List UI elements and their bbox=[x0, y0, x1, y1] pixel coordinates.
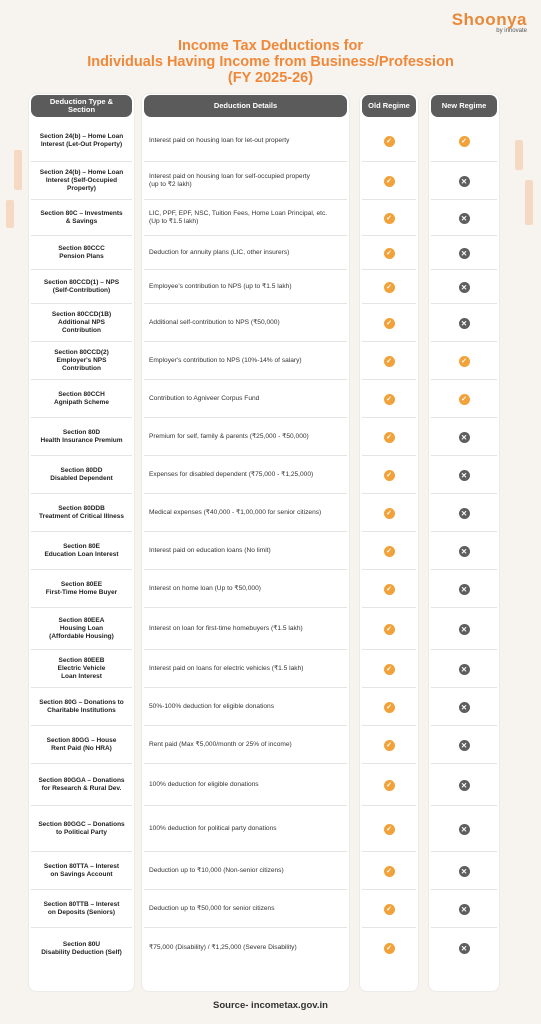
cross-icon: ✕ bbox=[459, 213, 470, 224]
header-deduction-type: Deduction Type & Section bbox=[31, 95, 132, 117]
deduction-detail: Contribution to Agniveer Corpus Fund bbox=[149, 394, 260, 402]
table-row bbox=[0, 380, 541, 418]
old-regime-cell bbox=[360, 726, 418, 764]
table-row bbox=[0, 304, 541, 342]
check-icon: ✓ bbox=[384, 824, 395, 835]
deduction-section: Section 80EEB Electric Vehicle Loan Interest bbox=[57, 657, 106, 680]
deduction-section: Section 24(b) – Home Loan Interest (Let-Out Property) bbox=[39, 133, 124, 148]
deduction-section: Section 80D Health Insurance Premium bbox=[40, 429, 123, 444]
new-regime-cell bbox=[429, 928, 499, 969]
new-regime-cell bbox=[429, 890, 499, 928]
old-regime-cell bbox=[360, 570, 418, 608]
table-row bbox=[0, 570, 541, 608]
check-icon: ✓ bbox=[384, 546, 395, 557]
cross-icon: ✕ bbox=[459, 702, 470, 713]
old-regime-cell bbox=[360, 342, 418, 380]
cross-icon: ✕ bbox=[459, 740, 470, 751]
deduction-section: Section 80E Education Loan Interest bbox=[44, 543, 119, 558]
table-row bbox=[0, 162, 541, 200]
deduction-detail: Interest paid on education loans (No limit) bbox=[149, 546, 271, 554]
title-line: Income Tax Deductions for bbox=[177, 38, 364, 54]
new-regime-cell bbox=[429, 236, 499, 270]
table-row bbox=[0, 688, 541, 726]
cross-icon: ✕ bbox=[459, 904, 470, 915]
cross-icon: ✕ bbox=[459, 824, 470, 835]
deduction-detail: Interest on loan for first-time homebuyers (₹1.5 lakh) bbox=[149, 624, 303, 632]
deduction-section: Section 24(b) – Home Loan Interest (Self-Occupied Property) bbox=[39, 169, 124, 192]
deduction-detail: Employee's contribution to NPS (up to ₹1.5 lakh) bbox=[149, 282, 292, 290]
check-icon: ✓ bbox=[384, 282, 395, 293]
check-icon: ✓ bbox=[459, 356, 470, 367]
logo-subtext: by innovate bbox=[496, 28, 527, 34]
table-row bbox=[0, 494, 541, 532]
deduction-section: Section 80G – Donations to Charitable Institutions bbox=[39, 699, 124, 714]
new-regime-cell bbox=[429, 764, 499, 806]
deduction-detail: Rent paid (Max ₹5,000/month or 25% of income) bbox=[149, 740, 292, 748]
new-regime-cell bbox=[429, 270, 499, 304]
check-icon: ✓ bbox=[384, 624, 395, 635]
cross-icon: ✕ bbox=[459, 780, 470, 791]
check-icon: ✓ bbox=[384, 394, 395, 405]
deduction-detail: Interest paid on loans for electric vehicles (₹1.5 lakh) bbox=[149, 664, 304, 672]
old-regime-cell bbox=[360, 456, 418, 494]
table-row bbox=[0, 852, 541, 890]
old-regime-cell bbox=[360, 494, 418, 532]
header-new-regime: New Regime bbox=[431, 95, 497, 117]
deduction-section: Section 80CCD(1) – NPS (Self-Contribution) bbox=[43, 279, 120, 294]
cross-icon: ✕ bbox=[459, 546, 470, 557]
new-regime-cell bbox=[429, 570, 499, 608]
new-regime-cell bbox=[429, 380, 499, 418]
check-icon: ✓ bbox=[459, 394, 470, 405]
table-row bbox=[0, 806, 541, 852]
check-icon: ✓ bbox=[384, 176, 395, 187]
new-regime-cell bbox=[429, 650, 499, 688]
old-regime-cell bbox=[360, 418, 418, 456]
brand-logo bbox=[452, 10, 527, 34]
deduction-detail: Additional self-contribution to NPS (₹50,000) bbox=[149, 318, 280, 326]
check-icon: ✓ bbox=[384, 866, 395, 877]
cross-icon: ✕ bbox=[459, 318, 470, 329]
deduction-detail: Employer's contribution to NPS (10%-14% of salary) bbox=[149, 356, 302, 364]
deduction-section: Section 80EEA Housing Loan (Affordable Housing) bbox=[49, 617, 114, 640]
new-regime-cell bbox=[429, 342, 499, 380]
check-icon: ✓ bbox=[384, 740, 395, 751]
deduction-detail: Interest on home loan (Up to ₹50,000) bbox=[149, 584, 261, 592]
header-deduction-details: Deduction Details bbox=[144, 95, 347, 117]
old-regime-cell bbox=[360, 928, 418, 969]
deduction-section: Section 80CCD(2) Employer's NPS Contribution bbox=[54, 349, 109, 372]
deduction-section: Section 80TTB – Interest on Deposits (Seniors) bbox=[43, 901, 120, 916]
check-icon: ✓ bbox=[384, 356, 395, 367]
old-regime-cell bbox=[360, 162, 418, 200]
new-regime-cell bbox=[429, 120, 499, 162]
table-row bbox=[0, 532, 541, 570]
deduction-detail: Deduction up to ₹50,000 for senior citizens bbox=[149, 904, 275, 912]
table-row bbox=[0, 608, 541, 650]
check-icon: ✓ bbox=[384, 584, 395, 595]
old-regime-cell bbox=[360, 304, 418, 342]
deduction-section: Section 80C – Investments & Savings bbox=[40, 210, 123, 225]
deduction-detail: 50%-100% deduction for eligible donations bbox=[149, 702, 275, 710]
old-regime-cell bbox=[360, 200, 418, 236]
table-row bbox=[0, 726, 541, 764]
deduction-section: Section 80CCH Agnipath Scheme bbox=[54, 391, 109, 406]
check-icon: ✓ bbox=[384, 508, 395, 519]
check-icon: ✓ bbox=[384, 470, 395, 481]
new-regime-cell bbox=[429, 688, 499, 726]
deduction-section: Section 80EE First-Time Home Buyer bbox=[45, 581, 118, 596]
new-regime-cell bbox=[429, 200, 499, 236]
cross-icon: ✕ bbox=[459, 282, 470, 293]
check-icon: ✓ bbox=[384, 248, 395, 259]
new-regime-cell bbox=[429, 726, 499, 764]
old-regime-cell bbox=[360, 852, 418, 890]
deduction-detail: Medical expenses (₹40,000 - ₹1,00,000 for senior citizens) bbox=[149, 508, 322, 516]
deduction-detail: Deduction up to ₹10,000 (Non-senior citizens) bbox=[149, 866, 284, 874]
new-regime-cell bbox=[429, 304, 499, 342]
table-row bbox=[0, 418, 541, 456]
table-row bbox=[0, 342, 541, 380]
table-row bbox=[0, 200, 541, 236]
old-regime-cell bbox=[360, 608, 418, 650]
deduction-detail: Interest paid on housing loan for let-out property bbox=[149, 136, 290, 144]
cross-icon: ✕ bbox=[459, 508, 470, 519]
check-icon: ✓ bbox=[459, 136, 470, 147]
old-regime-cell bbox=[360, 270, 418, 304]
cross-icon: ✕ bbox=[459, 248, 470, 259]
check-icon: ✓ bbox=[384, 318, 395, 329]
new-regime-cell bbox=[429, 532, 499, 570]
table-row bbox=[0, 890, 541, 928]
deduction-detail: Deduction for annuity plans (LIC, other insurers) bbox=[149, 248, 290, 256]
deduction-section: Section 80TTA – Interest on Savings Account bbox=[43, 863, 120, 878]
source-credit: Source- incometax.gov.in bbox=[213, 1000, 328, 1011]
deduction-section: Section 80DDB Treatment of Critical Illness bbox=[39, 505, 124, 520]
old-regime-cell bbox=[360, 532, 418, 570]
table-row bbox=[0, 236, 541, 270]
cross-icon: ✕ bbox=[459, 584, 470, 595]
check-icon: ✓ bbox=[384, 780, 395, 791]
cross-icon: ✕ bbox=[459, 470, 470, 481]
cross-icon: ✕ bbox=[459, 664, 470, 675]
deduction-detail: 100% deduction for political party donations bbox=[149, 824, 277, 832]
old-regime-cell bbox=[360, 688, 418, 726]
table-row bbox=[0, 270, 541, 304]
table-row bbox=[0, 650, 541, 688]
old-regime-cell bbox=[360, 120, 418, 162]
check-icon: ✓ bbox=[384, 136, 395, 147]
table-row bbox=[0, 764, 541, 806]
check-icon: ✓ bbox=[384, 702, 395, 713]
check-icon: ✓ bbox=[384, 432, 395, 443]
new-regime-cell bbox=[429, 608, 499, 650]
deduction-section: Section 80U Disability Deduction (Self) bbox=[41, 940, 122, 956]
title-line: (FY 2025-26) bbox=[227, 70, 314, 86]
deduction-section: Section 80GGA – Donations for Research & Rural Dev. bbox=[38, 777, 125, 792]
deduction-section: Section 80CCD(1B) Additional NPS Contribution bbox=[51, 311, 112, 334]
cross-icon: ✕ bbox=[459, 176, 470, 187]
check-icon: ✓ bbox=[384, 943, 395, 954]
old-regime-cell bbox=[360, 380, 418, 418]
new-regime-cell bbox=[429, 418, 499, 456]
new-regime-cell bbox=[429, 852, 499, 890]
header-old-regime: Old Regime bbox=[362, 95, 416, 117]
deduction-section: Section 80GG – House Rent Paid (No HRA) bbox=[46, 737, 117, 752]
old-regime-cell bbox=[360, 806, 418, 852]
deduction-detail: ₹75,000 (Disability) / ₹1,25,000 (Severe Disability) bbox=[149, 944, 297, 952]
title-line: Individuals Having Income from Business/Profession bbox=[87, 54, 454, 70]
check-icon: ✓ bbox=[384, 664, 395, 675]
new-regime-cell bbox=[429, 494, 499, 532]
new-regime-cell bbox=[429, 806, 499, 852]
deduction-section: Section 80GGC – Donations to Political Party bbox=[38, 821, 125, 836]
deduction-section: Section 80CCC Pension Plans bbox=[58, 245, 105, 260]
old-regime-cell bbox=[360, 890, 418, 928]
cross-icon: ✕ bbox=[459, 943, 470, 954]
deduction-detail: Expenses for disabled dependent (₹75,000 - ₹1,25,000) bbox=[149, 470, 314, 478]
table-row bbox=[0, 120, 541, 162]
check-icon: ✓ bbox=[384, 213, 395, 224]
page-title bbox=[0, 38, 541, 86]
deduction-detail: Interest paid on housing loan for self-occupied property (up to ₹2 lakh) bbox=[149, 172, 310, 188]
table-row bbox=[0, 928, 541, 969]
new-regime-cell bbox=[429, 162, 499, 200]
cross-icon: ✕ bbox=[459, 866, 470, 877]
cross-icon: ✕ bbox=[459, 432, 470, 443]
deduction-detail: 100% deduction for eligible donations bbox=[149, 780, 259, 788]
check-icon: ✓ bbox=[384, 904, 395, 915]
old-regime-cell bbox=[360, 236, 418, 270]
deduction-detail: Premium for self, family & parents (₹25,000 - ₹50,000) bbox=[149, 432, 309, 440]
cross-icon: ✕ bbox=[459, 624, 470, 635]
table-row bbox=[0, 456, 541, 494]
logo-text: Shoonya bbox=[451, 10, 527, 29]
new-regime-cell bbox=[429, 456, 499, 494]
deduction-section: Section 80DD Disabled Dependent bbox=[50, 467, 113, 482]
old-regime-cell bbox=[360, 764, 418, 806]
deduction-detail: LIC, PPF, EPF, NSC, Tuition Fees, Home Loan Principal, etc. (Up to ₹1.5 lakh) bbox=[149, 209, 328, 225]
old-regime-cell bbox=[360, 650, 418, 688]
